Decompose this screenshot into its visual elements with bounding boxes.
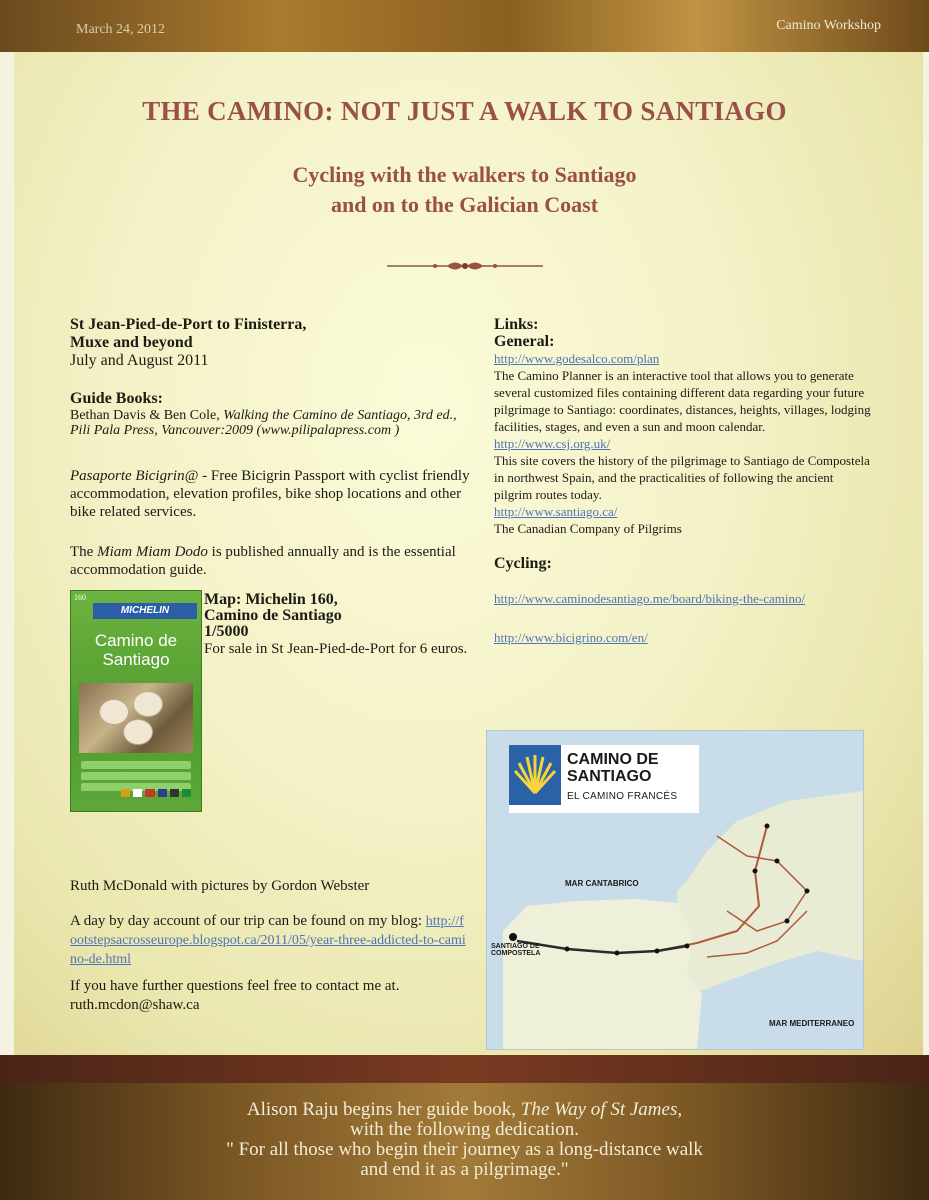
map-book-desc: For sale in St Jean-Pied-de-Port for 6 euros. bbox=[204, 641, 468, 657]
general-heading: General: bbox=[494, 333, 555, 350]
link-godesalco-desc: The Camino Planner is an interactive tool that allows you to generate several customized files containing different data regarding your future pilgrimage to Santiago: coordinates, distances, heights, villages, lodging facilities, stages, and even a sun and moon calendar. bbox=[494, 368, 871, 434]
sea-label-north: MAR CANTABRICO bbox=[565, 879, 639, 888]
camino-map-title bbox=[567, 751, 659, 785]
scallop-shell-icon bbox=[509, 745, 561, 805]
blog-text: A day by day account of our trip can be found on my blog: bbox=[70, 913, 426, 929]
guide-books-section bbox=[70, 390, 470, 438]
shell-icon bbox=[123, 719, 153, 745]
subtitle-line-2: and on to the Galician Coast bbox=[330, 192, 599, 217]
trip-route-line-1: St Jean-Pied-de-Port to Finisterra, bbox=[70, 316, 307, 333]
header-date: March 24, 2012 bbox=[76, 22, 166, 37]
miam-section bbox=[70, 543, 470, 579]
header-brand: Camino Workshop bbox=[776, 18, 881, 33]
cover-number: 160 bbox=[74, 593, 86, 602]
link-santiago-desc: The Canadian Company of Pilgrims bbox=[494, 521, 682, 536]
footer-stripe bbox=[0, 1055, 929, 1083]
map-book-info bbox=[204, 592, 474, 658]
quote-line-3: " For all those who begin their journey as a long-distance walk bbox=[226, 1139, 703, 1160]
dedication-quote bbox=[0, 1100, 929, 1180]
divider-ornament-icon bbox=[385, 257, 545, 275]
map-title-line-2: Camino de Santiago bbox=[204, 607, 342, 624]
camino-map-title-line-1: CAMINO DE bbox=[567, 751, 659, 768]
cover-brand: MICHELIN bbox=[93, 603, 197, 619]
trip-route-line-2: Muxe and beyond bbox=[70, 334, 193, 351]
miam-pre: The bbox=[70, 544, 98, 560]
page-title: THE CAMINO: NOT JUST A WALK TO SANTIAGO bbox=[142, 96, 787, 126]
link-csj-desc: This site covers the history of the pilgrimage to Santiago de Compostela in northwest Spain, and the practicalities of following the ancient pilgrim routes today. bbox=[494, 453, 870, 502]
city-label-santiago: SANTIAGO DE COMPOSTELA bbox=[491, 943, 541, 957]
sea-label-south: MAR MEDITERRANEO bbox=[769, 1019, 855, 1028]
miam-name: Miam Miam Dodo bbox=[97, 544, 208, 560]
cover-title-line-1: Camino de bbox=[94, 631, 178, 650]
shell-icon bbox=[99, 699, 129, 725]
cover-title bbox=[71, 631, 201, 669]
guide-book-title: Walking the Camino de Santiago, 3rd ed., Pili Pala Press, Vancouver:2009 (www.pilipalapress.com ) bbox=[70, 408, 457, 438]
shell-icon bbox=[133, 691, 163, 717]
guide-books-heading: Guide Books: bbox=[70, 390, 163, 407]
camino-map-subtitle: EL CAMINO FRANCÉS bbox=[567, 791, 678, 802]
header-bar bbox=[0, 0, 929, 52]
blog-link[interactable]: http://footstepsacrosseurope.blogspot.ca/2011/05/year-three-addicted-to-camino-de.html bbox=[70, 914, 466, 967]
map-title-line-1: Map: Michelin 160, bbox=[204, 591, 338, 608]
passport-desc: - Free Bicigrin Passport with cyclist friendly accommodation, elevation profiles, bike shop locations and other bike related services. bbox=[70, 468, 470, 520]
link-csj[interactable]: http://www.csj.org.uk/ bbox=[494, 436, 611, 451]
quote-line-4: and end it as a pilgrimage." bbox=[360, 1159, 569, 1180]
camino-logo bbox=[509, 745, 699, 813]
cover-title-line-2: Santiago bbox=[102, 650, 170, 669]
camino-map-title-line-2: SANTIAGO bbox=[567, 768, 652, 785]
michelin-map-cover bbox=[70, 590, 202, 812]
cycling-heading: Cycling: bbox=[494, 555, 552, 572]
cover-flags-icon bbox=[121, 789, 191, 799]
links-heading: Links: bbox=[494, 316, 539, 333]
quote-line-1: Alison Raju begins her guide book, bbox=[246, 1099, 521, 1120]
camino-route-map bbox=[486, 730, 864, 1050]
link-santiago[interactable]: http://www.santiago.ca/ bbox=[494, 504, 618, 519]
map-title-line-3: 1/5000 bbox=[204, 623, 249, 640]
blog-section bbox=[70, 912, 470, 969]
quote-line-2: with the following dedication. bbox=[349, 1119, 579, 1140]
author-credit: Ruth McDonald with pictures by Gordon Webster bbox=[70, 878, 370, 894]
subtitle-line-1: Cycling with the walkers to Santiago bbox=[292, 162, 637, 187]
link-bicigrino[interactable]: http://www.bicigrino.com/en/ bbox=[494, 630, 648, 645]
link-godesalco[interactable]: http://www.godesalco.com/plan bbox=[494, 351, 660, 366]
contact-text: If you have further questions feel free to contact me at. ruth.mcdon@shaw.ca bbox=[70, 978, 400, 1013]
links-section bbox=[494, 316, 874, 646]
link-caminodesantiago[interactable]: http://www.caminodesantiago.me/board/biking-the-camino/ bbox=[494, 591, 806, 606]
page-subtitle bbox=[0, 160, 929, 220]
miam-post: is published annually and is the essential accommodation guide. bbox=[70, 544, 456, 578]
trip-summary bbox=[70, 316, 470, 370]
quote-book-title: The Way of St James, bbox=[520, 1099, 683, 1120]
guide-book-entry bbox=[70, 408, 470, 438]
cover-photo bbox=[79, 683, 193, 753]
trip-dates: July and August 2011 bbox=[70, 352, 209, 369]
guide-book-authors: Bethan Davis & Ben Cole, bbox=[70, 408, 224, 423]
passport-name: Pasaporte Bicigrin@ bbox=[70, 468, 199, 484]
passport-section bbox=[70, 467, 470, 521]
